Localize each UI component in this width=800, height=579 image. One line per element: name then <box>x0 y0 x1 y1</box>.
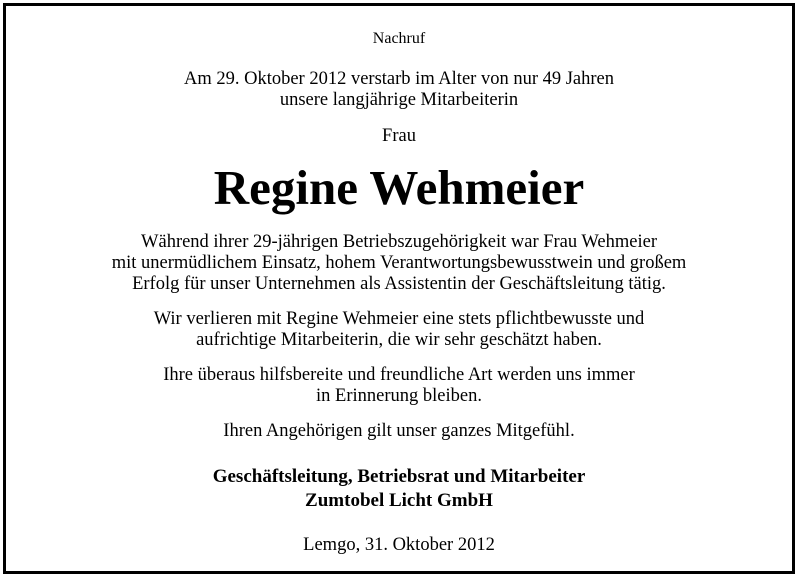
paragraph-2-line-2: aufrichtige Mitarbeiterin, die wir sehr geschätzt haben. <box>196 330 602 350</box>
paragraph-1-line-1: Während ihrer 29-jährigen Betriebszugehörigkeit war Frau Wehmeier <box>141 232 657 252</box>
signature-line-1: Geschäftsleitung, Betriebsrat und Mitarbeiter <box>212 466 586 487</box>
obituary-frame <box>3 3 795 574</box>
paragraph-1-line-2: mit unermüdlichem Einsatz, hohem Verantwortungsbewusstwein und großem <box>111 253 687 273</box>
paragraph-3-line-2: in Erinnerung bleiben. <box>316 386 482 406</box>
salutation: Frau <box>382 126 416 146</box>
intro-line-1: Am 29. Oktober 2012 verstarb im Alter von nur 49 Jahren <box>183 69 615 89</box>
paragraph-2-line-1: Wir verlieren mit Regine Wehmeier eine stets pflichtbewusste und <box>153 309 645 329</box>
deceased-name: Regine Wehmeier <box>213 160 585 215</box>
paragraph-4-line-1: Ihren Angehörigen gilt unser ganzes Mitgefühl. <box>223 421 575 441</box>
paragraph-1-line-3: Erfolg für unser Unternehmen als Assistentin der Geschäftsleitung tätig. <box>132 274 666 294</box>
paragraph-3-line-1: Ihre überaus hilfsbereite und freundliche Art werden uns immer <box>163 365 635 385</box>
signature-line-2: Zumtobel Licht GmbH <box>305 490 493 511</box>
place-date: Lemgo, 31. Oktober 2012 <box>303 535 495 555</box>
obituary-heading: Nachruf <box>372 30 426 47</box>
intro-line-2: unsere langjährige Mitarbeiterin <box>279 90 519 110</box>
